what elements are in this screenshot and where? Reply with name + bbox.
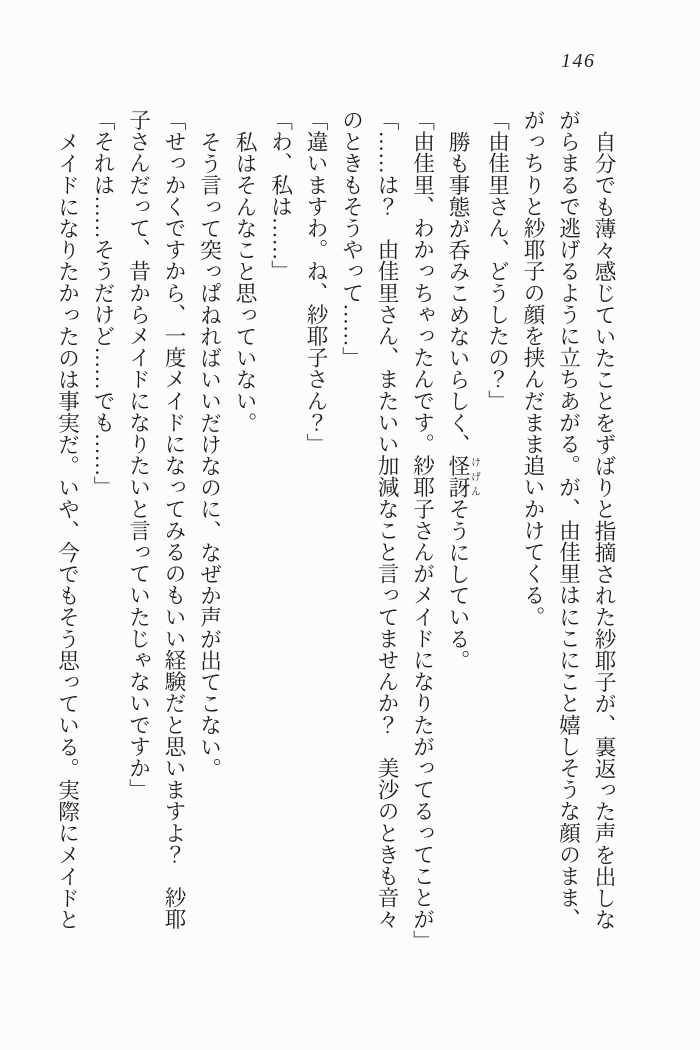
text-column <box>440 109 480 932</box>
text-run: 「由佳里、わかっちゃったんです。紗耶子さんがメイドになりたがってるってことが」 <box>410 109 435 952</box>
text-column <box>156 109 192 932</box>
text-run: 勝も事態が呑みこめないらしく、 <box>446 130 470 455</box>
text-run: そう言って突っぱねればいいだけなのに、なぜか声が出てこない。 <box>197 130 222 779</box>
text-column <box>333 109 369 932</box>
text-column <box>404 109 440 952</box>
ruby-annotated-word: 怪訝けげん <box>446 454 480 498</box>
text-column <box>479 109 515 932</box>
text-run: 「わ、私は……」 <box>268 109 293 282</box>
text-run: 私はそんなこと思っていない。 <box>233 130 257 433</box>
text-run: そうにしている。 <box>446 497 470 671</box>
text-run: 「由佳里さん、どうしたの？」 <box>485 109 510 412</box>
text-run: 「違いますわ。ね、紗耶子さん？」 <box>304 109 328 455</box>
text-run: がらまるで逃げるように立ちあがる。が、由佳里はにこにこと嬉しそうな顔のまま、 <box>556 109 581 930</box>
text-run: がっちりと紗耶子の顔を挟んだまま追いかけてくる。 <box>521 109 545 628</box>
page-text <box>49 109 621 952</box>
page-number: 146 <box>561 50 596 72</box>
text-column <box>191 109 227 932</box>
text-column <box>227 109 263 932</box>
text-column <box>262 109 298 932</box>
text-column <box>85 109 121 932</box>
text-run: 自分でも薄々感じていたことをずばりと指摘された紗耶子が、裏返った声を出しな <box>592 130 616 930</box>
text-column <box>120 109 156 932</box>
text-run: 「それは……そうだけど……でも……」 <box>91 109 115 498</box>
text-run: メイドになりたかったのは事実だ。いや、今でもそう思っている。実際にメイドと <box>55 130 80 930</box>
furigana: けげん <box>468 454 480 498</box>
text-column <box>586 109 622 932</box>
text-run: 子さんだって、昔からメイドになりたいと言っていたじゃないですか」 <box>126 109 151 801</box>
text-run: のときもそうやって……」 <box>339 109 364 369</box>
text-column <box>515 109 551 932</box>
text-run: 「……は？ 由佳里さん、またいい加減なこと言ってませんか？ 美沙のときも音々 <box>375 109 399 930</box>
text-column <box>550 109 586 932</box>
text-column <box>369 109 405 932</box>
text-column <box>49 109 85 932</box>
text-run: 「せっかくですから、一度メイドになってみるのもいい経験だと思いますよ？ 紗耶 <box>162 109 186 930</box>
text-column <box>298 109 334 932</box>
